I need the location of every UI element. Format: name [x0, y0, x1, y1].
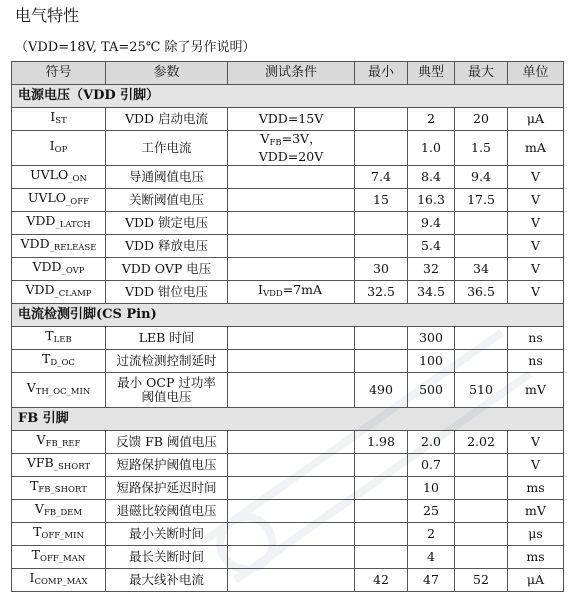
- cell-condition: [228, 166, 355, 189]
- parameter-line: 最小 OCP 过功率: [117, 375, 216, 390]
- cell-max: [455, 235, 508, 258]
- cell-symbol: [12, 431, 106, 454]
- symbol-subscript: TH_OC_MIN: [35, 387, 91, 397]
- cell-typ: 9.4: [408, 212, 455, 235]
- cell-max: 17.5: [455, 189, 508, 212]
- cell-max: 9.4: [455, 166, 508, 189]
- symbol-subscript: _SHORT: [53, 462, 91, 472]
- table-row: [12, 108, 564, 131]
- symbol-main: T: [33, 524, 42, 539]
- header-symbol: 符号: [12, 62, 106, 85]
- header-typ: 典型: [408, 62, 455, 85]
- cell-min: 7.4: [355, 166, 408, 189]
- cell-typ: 1.0: [408, 131, 455, 166]
- cell-parameter: VDD 锁定电压: [106, 212, 228, 235]
- cell-unit: V: [508, 212, 564, 235]
- table-row: [12, 212, 564, 235]
- cell-typ: 4: [408, 546, 455, 569]
- cell-parameter: 最小关断时间: [106, 523, 228, 546]
- cell-parameter: 短路保护阈值电压: [106, 454, 228, 477]
- cell-parameter: 短路保护延迟时间: [106, 477, 228, 500]
- symbol-subscript: COMP_MAX: [34, 577, 88, 587]
- cell-typ: 2: [408, 108, 455, 131]
- header-min: 最小: [355, 62, 408, 85]
- cell-symbol: [12, 166, 106, 189]
- table-header-row: [12, 62, 564, 85]
- symbol-main: UVLO: [27, 190, 67, 205]
- cell-parameter: 工作电流: [106, 131, 228, 166]
- symbol-main: VDD: [25, 282, 55, 297]
- cell-parameter: 最长关断时间: [106, 546, 228, 569]
- table-row: [12, 189, 564, 212]
- cell-unit: μA: [508, 108, 564, 131]
- cell-unit: ns: [508, 327, 564, 350]
- symbol-main: T: [42, 351, 51, 366]
- cell-unit: mV: [508, 373, 564, 408]
- cell-typ: 2.0: [408, 431, 455, 454]
- cell-symbol: [12, 569, 106, 592]
- cell-min: 32.5: [355, 281, 408, 304]
- cell-unit: ms: [508, 477, 564, 500]
- cell-min: 15: [355, 189, 408, 212]
- symbol-main: I: [49, 138, 55, 153]
- symbol-subscript: OFF_MAN: [40, 554, 86, 564]
- cell-min: [355, 131, 408, 166]
- cell-max: [455, 477, 508, 500]
- condition-text: V: [260, 131, 270, 146]
- table-row: [12, 166, 564, 189]
- header-max: 最大: [455, 62, 508, 85]
- cell-max: 20: [455, 108, 508, 131]
- cell-min: 490: [355, 373, 408, 408]
- cell-unit: ms: [508, 546, 564, 569]
- cell-typ: 300: [408, 327, 455, 350]
- section-row: [12, 408, 564, 431]
- cell-min: [355, 546, 408, 569]
- symbol-main: VDD: [26, 213, 56, 228]
- symbol-subscript: FB_REF: [45, 439, 81, 449]
- cell-unit: V: [508, 431, 564, 454]
- symbol-subscript: LEB: [53, 335, 72, 345]
- cell-typ: 2: [408, 523, 455, 546]
- cell-max: [455, 500, 508, 523]
- cell-max: 36.5: [455, 281, 508, 304]
- cell-min: [355, 235, 408, 258]
- cell-symbol: [12, 327, 106, 350]
- cell-parameter: VDD 释放电压: [106, 235, 228, 258]
- condition-subscript: FB: [269, 138, 282, 148]
- cell-symbol: [12, 131, 106, 166]
- cell-unit: ns: [508, 350, 564, 373]
- symbol-subscript: OP: [54, 145, 68, 155]
- cell-unit: V: [508, 189, 564, 212]
- cell-symbol: [12, 546, 106, 569]
- cell-unit: V: [508, 258, 564, 281]
- cell-parameter: LEB 时间: [106, 327, 228, 350]
- cell-unit: V: [508, 235, 564, 258]
- cell-condition: [228, 500, 355, 523]
- test-conditions-note: （VDD=18V, TA=25℃ 除了另作说明）: [15, 40, 256, 55]
- cell-symbol: [12, 235, 106, 258]
- symbol-subscript: _RELEASE: [49, 243, 97, 253]
- cell-condition: [228, 212, 355, 235]
- cell-max: 52: [455, 569, 508, 592]
- cell-unit: V: [508, 454, 564, 477]
- section-title: FB 引脚: [12, 408, 564, 431]
- condition-text: =7mA: [282, 282, 323, 297]
- table-row: [12, 569, 564, 592]
- cell-unit: V: [508, 166, 564, 189]
- symbol-main: I: [50, 109, 56, 124]
- cell-parameter: 退磁比较阈值电压: [106, 500, 228, 523]
- header-parameter: 参数: [106, 62, 228, 85]
- table-row: [12, 454, 564, 477]
- table-row: [12, 258, 564, 281]
- cell-min: 30: [355, 258, 408, 281]
- symbol-main: VDD: [32, 259, 62, 274]
- cell-unit: mV: [508, 500, 564, 523]
- cell-condition: [228, 131, 355, 166]
- cell-parameter: 反馈 FB 阈值电压: [106, 431, 228, 454]
- cell-symbol: [12, 350, 106, 373]
- symbol-main: V: [34, 501, 44, 516]
- cell-condition: [228, 569, 355, 592]
- cell-parameter: VDD 钳位电压: [106, 281, 228, 304]
- table-row: [12, 235, 564, 258]
- symbol-main: UVLO: [30, 167, 69, 182]
- cell-min: [355, 108, 408, 131]
- cell-condition: [228, 327, 355, 350]
- symbol-subscript: _OFF: [66, 197, 90, 207]
- cell-condition: [228, 546, 355, 569]
- cell-symbol: [12, 373, 106, 408]
- cell-condition: [228, 431, 355, 454]
- cell-condition: [228, 523, 355, 546]
- cell-typ: 500: [408, 373, 455, 408]
- table-row: [12, 131, 564, 166]
- symbol-main: VFB: [26, 455, 54, 470]
- cell-min: [355, 523, 408, 546]
- cell-typ: 8.4: [408, 166, 455, 189]
- cell-min: 42: [355, 569, 408, 592]
- table-row: [12, 500, 564, 523]
- table-row: [12, 327, 564, 350]
- cell-max: [455, 212, 508, 235]
- symbol-main: V: [36, 432, 46, 447]
- cell-symbol: [12, 281, 106, 304]
- cell-parameter: 过流检测控制延时: [106, 350, 228, 373]
- symbol-subscript: FB_SHORT: [38, 485, 87, 495]
- table-row: [12, 546, 564, 569]
- symbol-subscript: _ON: [68, 174, 87, 184]
- cell-condition: [228, 258, 355, 281]
- cell-unit: mA: [508, 131, 564, 166]
- cell-parameter: [106, 373, 228, 408]
- symbol-subscript: D_OC: [50, 358, 75, 368]
- cell-parameter: VDD OVP 电压: [106, 258, 228, 281]
- cell-symbol: [12, 189, 106, 212]
- cell-max: [455, 350, 508, 373]
- cell-symbol: [12, 500, 106, 523]
- cell-typ: 5.4: [408, 235, 455, 258]
- table-row: [12, 350, 564, 373]
- symbol-main: V: [26, 380, 36, 395]
- section-row: [12, 85, 564, 108]
- table-row: [12, 477, 564, 500]
- cell-min: [355, 500, 408, 523]
- parameter-line: 阈值电压: [141, 389, 192, 404]
- cell-min: [355, 454, 408, 477]
- page-title: 电气特性: [15, 6, 80, 25]
- symbol-main: T: [30, 478, 39, 493]
- condition-text: I: [258, 282, 263, 297]
- cell-parameter: 导通阈值电压: [106, 166, 228, 189]
- cell-max: 2.02: [455, 431, 508, 454]
- cell-symbol: [12, 454, 106, 477]
- symbol-main: T: [45, 328, 54, 343]
- cell-max: [455, 546, 508, 569]
- cell-max: [455, 523, 508, 546]
- cell-parameter: 关断阈值电压: [106, 189, 228, 212]
- cell-condition: [228, 281, 355, 304]
- cell-condition: [228, 350, 355, 373]
- condition-line: [230, 132, 352, 150]
- cell-condition: [228, 373, 355, 408]
- cell-condition: [228, 235, 355, 258]
- symbol-subscript: _CLAMP: [54, 289, 92, 299]
- cell-symbol: [12, 523, 106, 546]
- cell-condition: [228, 477, 355, 500]
- symbol-subscript: OFF_MIN: [41, 531, 84, 541]
- cell-typ: 10: [408, 477, 455, 500]
- section-title: 电源电压（VDD 引脚）: [12, 85, 564, 108]
- symbol-subscript: _LATCH: [55, 220, 91, 230]
- cell-min: [355, 212, 408, 235]
- cell-typ: 100: [408, 350, 455, 373]
- section-row: [12, 304, 564, 327]
- section-title: 电流检测引脚(CS Pin): [12, 304, 564, 327]
- cell-symbol: [12, 477, 106, 500]
- cell-max: 34: [455, 258, 508, 281]
- symbol-main: T: [31, 547, 41, 562]
- table-body: [12, 85, 564, 592]
- cell-typ: 16.3: [408, 189, 455, 212]
- cell-unit: V: [508, 281, 564, 304]
- cell-parameter: 最大线补电流: [106, 569, 228, 592]
- table-row: [12, 431, 564, 454]
- symbol-subscript: FB_DEM: [43, 508, 83, 518]
- cell-max: 1.5: [455, 131, 508, 166]
- condition-subscript: VDD: [262, 289, 283, 299]
- cell-typ: 34.5: [408, 281, 455, 304]
- header-unit: 单位: [508, 62, 564, 85]
- table-row: [12, 373, 564, 408]
- cell-unit: μs: [508, 523, 564, 546]
- cell-symbol: [12, 108, 106, 131]
- condition-line: VDD=20V: [258, 149, 324, 164]
- table-row: [12, 523, 564, 546]
- symbol-main: VDD: [20, 236, 50, 251]
- table-row: [12, 281, 564, 304]
- symbol-main: I: [29, 570, 35, 585]
- cell-unit: μA: [508, 569, 564, 592]
- cell-typ: 25: [408, 500, 455, 523]
- cell-typ: 47: [408, 569, 455, 592]
- cell-max: 510: [455, 373, 508, 408]
- electrical-characteristics-table: [11, 61, 564, 592]
- cell-parameter: VDD 启动电流: [106, 108, 228, 131]
- cell-symbol: [12, 212, 106, 235]
- cell-condition: VDD=15V: [228, 108, 355, 131]
- header-test-condition: 测试条件: [228, 62, 355, 85]
- cell-min: [355, 327, 408, 350]
- cell-min: [355, 477, 408, 500]
- cell-min: [355, 350, 408, 373]
- cell-max: [455, 454, 508, 477]
- cell-symbol: [12, 258, 106, 281]
- cell-condition: [228, 454, 355, 477]
- cell-min: 1.98: [355, 431, 408, 454]
- condition-text: =3V，: [281, 131, 322, 146]
- cell-typ: 32: [408, 258, 455, 281]
- cell-typ: 0.7: [408, 454, 455, 477]
- symbol-subscript: ST: [55, 116, 67, 126]
- cell-condition: [228, 189, 355, 212]
- cell-max: [455, 327, 508, 350]
- symbol-subscript: _OVP: [61, 266, 85, 276]
